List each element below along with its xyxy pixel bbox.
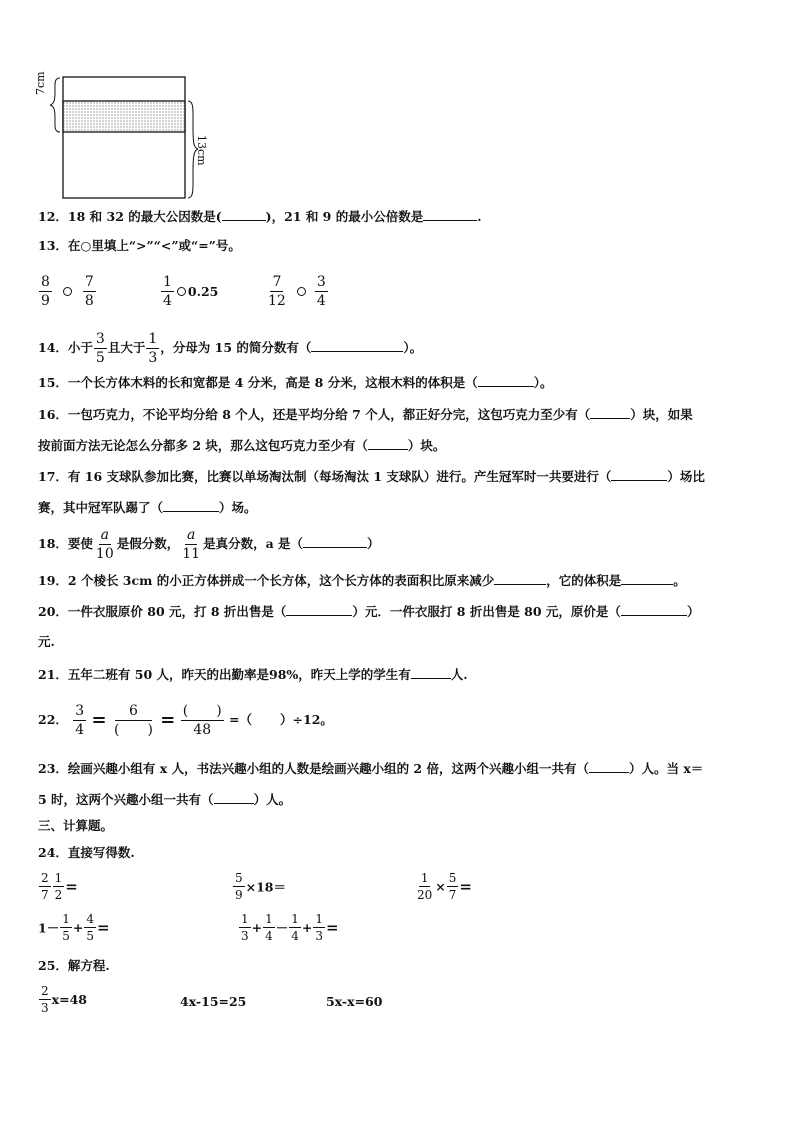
- fraction: $\frac{1}{20}$: [417, 871, 433, 902]
- equation-2: 4x-15=25: [180, 994, 247, 1009]
- fraction: $\frac{4}{5}$: [86, 912, 94, 943]
- answer-blank[interactable]: [163, 499, 219, 512]
- question-13: 13．在○里填上“>”“<”或“=”号。: [38, 238, 241, 253]
- fraction: $\frac{5}{9}$: [235, 871, 243, 902]
- question-19: 19．2 个棱长 3cm 的小正方体拼成一个长方体，这个长方体的表面积比原来减少 ，它的体积是 。: [38, 573, 686, 588]
- question-24: 24．直接写得数.: [38, 845, 135, 860]
- answer-blank[interactable]: [222, 208, 266, 221]
- fraction: $\frac{1}{3}$: [148, 331, 158, 366]
- fraction: $\frac{7}{8}$: [84, 274, 94, 309]
- answer-blank[interactable]: [590, 406, 630, 419]
- fraction: $\frac{3}{4}$: [316, 274, 326, 309]
- question-17-line-2: 赛，其中冠军队踢了（ ）场。: [38, 500, 257, 515]
- answer-blank[interactable]: [621, 603, 687, 616]
- rectangle-figure: [30, 72, 220, 200]
- fraction: $\frac{2}{3}$: [41, 984, 49, 1015]
- compare-circle[interactable]: [63, 287, 72, 296]
- answer-blank[interactable]: [611, 468, 667, 481]
- question-18: 18．要使 $\frac{a}{10}$ 是假分数， $\frac{a}{11}$ 是真分数，a 是（ ）: [38, 527, 380, 562]
- question-25: 25．解方程.: [38, 958, 110, 973]
- answer-blank[interactable]: [411, 666, 451, 679]
- question-16-line-2: 按前面方法无论怎么分都多 2 块，那么这包巧克力至少有（ ）块。: [38, 438, 446, 453]
- fraction: $\frac{3}{5}$: [95, 331, 105, 366]
- calc-expression-5: $\frac{1}{3}$ + $\frac{1}{4}$ － $\frac{1}{4}$ + $\frac{1}{3}$ =: [241, 912, 339, 943]
- answer-blank[interactable]: [589, 760, 629, 773]
- equation-1: $\frac{2}{3}$ x=48: [41, 984, 87, 1015]
- fraction: $\frac{1}{3}$: [241, 912, 249, 943]
- answer-blank[interactable]: [214, 791, 254, 804]
- question-15: 15．一个长方体木料的长和宽都是 4 分米，高是 8 分米，这根木料的体积是（ ）。: [38, 375, 553, 390]
- equation-3: 5x-x=60: [326, 994, 383, 1009]
- answer-blank[interactable]: [311, 339, 403, 352]
- fraction: $\frac{5}{7}$: [448, 871, 457, 902]
- question-17-line-1: 17．有 16 支球队参加比赛，比赛以单场淘汰制（每场淘汰 1 支球队）进行。产生冠军时一共要进行（ ）场比: [38, 469, 705, 484]
- fraction: $\frac{1}{4}$: [291, 912, 299, 943]
- fraction: $\frac{3}{4}$: [75, 703, 85, 738]
- fraction: $\frac{2}{7}$: [41, 871, 49, 902]
- compare-circle[interactable]: [177, 287, 186, 296]
- shaded-strip: [63, 101, 185, 132]
- fraction: $\frac{1}{3}$: [315, 912, 324, 943]
- question-20-line-1: 20．一件衣服原价 80 元，打 8 折出售是（ ）元．一件衣服打 8 折出售是 80 元，原价是（ ）: [38, 604, 700, 619]
- fraction: $\frac{7}{12}$: [268, 274, 286, 309]
- question-23-line-1: 23．绘画兴趣小组有 x 人，书法兴趣小组的人数是绘画兴趣小组的 2 倍，这两个兴趣小组一共有（ ）人。当 x＝: [38, 761, 704, 776]
- answer-blank[interactable]: [494, 572, 546, 585]
- compare-item-2: $\frac{1}{4}$ 0.25: [163, 274, 219, 309]
- answer-blank[interactable]: [303, 535, 367, 548]
- calc-expression-3: $\frac{1}{20}$ × $\frac{5}{7}$ =: [417, 871, 472, 902]
- answer-blank[interactable]: [252, 712, 280, 724]
- answer-blank[interactable]: [286, 603, 352, 616]
- fraction: $\frac{1}{4}$: [265, 912, 273, 943]
- label-7cm: 7cm: [34, 71, 47, 95]
- fraction: $\frac{8}{9}$: [41, 274, 50, 309]
- calc-expression-1: $\frac{2}{7}$ $\frac{1}{2}$ =: [41, 871, 78, 902]
- answer-blank[interactable]: [368, 437, 408, 450]
- answer-blank[interactable]: [478, 374, 534, 387]
- left-brace: [50, 78, 60, 132]
- question-14: 14．小于 $\frac{3}{5}$ 且大于 $\frac{1}{3}$ ，分母为 15 的简分数有（ ）。: [38, 331, 423, 366]
- question-16-line-1: 16．一包巧克力，不论平均分给 8 个人，还是平均分给 7 个人，都正好分完，这包巧克力至少有（ ）块，如果: [38, 407, 693, 422]
- calc-expression-2: $\frac{5}{9}$ ×18＝: [235, 871, 287, 902]
- label-13cm: 13cm: [195, 135, 208, 166]
- section-title: 三、计算题。: [38, 818, 114, 833]
- fraction: $\frac{1}{5}$: [62, 912, 70, 943]
- compare-circle[interactable]: [297, 287, 306, 296]
- question-20-line-2: 元.: [38, 634, 55, 649]
- compare-item-1: [38, 275, 97, 308]
- fraction: $\frac{6}{( )}$: [114, 703, 153, 738]
- fraction: $\frac{1}{2}$: [54, 871, 63, 902]
- compare-item-3: [265, 275, 329, 308]
- question-23-line-2: 5 时，这两个兴趣小组一共有（ ）人。: [38, 792, 292, 807]
- answer-blank[interactable]: [621, 572, 673, 585]
- outer-rectangle: [63, 77, 185, 198]
- answer-blank[interactable]: [423, 208, 477, 221]
- fraction: $\frac{( )}{48}$: [182, 703, 222, 738]
- question-12: 12．18 和 32 的最大公因数是( )，21 和 9 的最小公倍数是 .: [38, 209, 482, 224]
- fraction: $\frac{1}{4}$: [163, 274, 172, 309]
- fraction: $\frac{a}{10}$: [95, 527, 114, 562]
- fraction: $\frac{a}{11}$: [182, 527, 201, 562]
- question-22: 22． $\frac{3}{4}$ = $\frac{6}{( )}$ = $\frac{( )}{48}$ =（ ）÷12。: [38, 703, 333, 738]
- calc-expression-4: 1－ $\frac{1}{5}$ + $\frac{4}{5}$ =: [38, 912, 110, 943]
- question-21: 21．五年二班有 50 人，昨天的出勤率是98%，昨天上学的学生有 人.: [38, 667, 468, 682]
